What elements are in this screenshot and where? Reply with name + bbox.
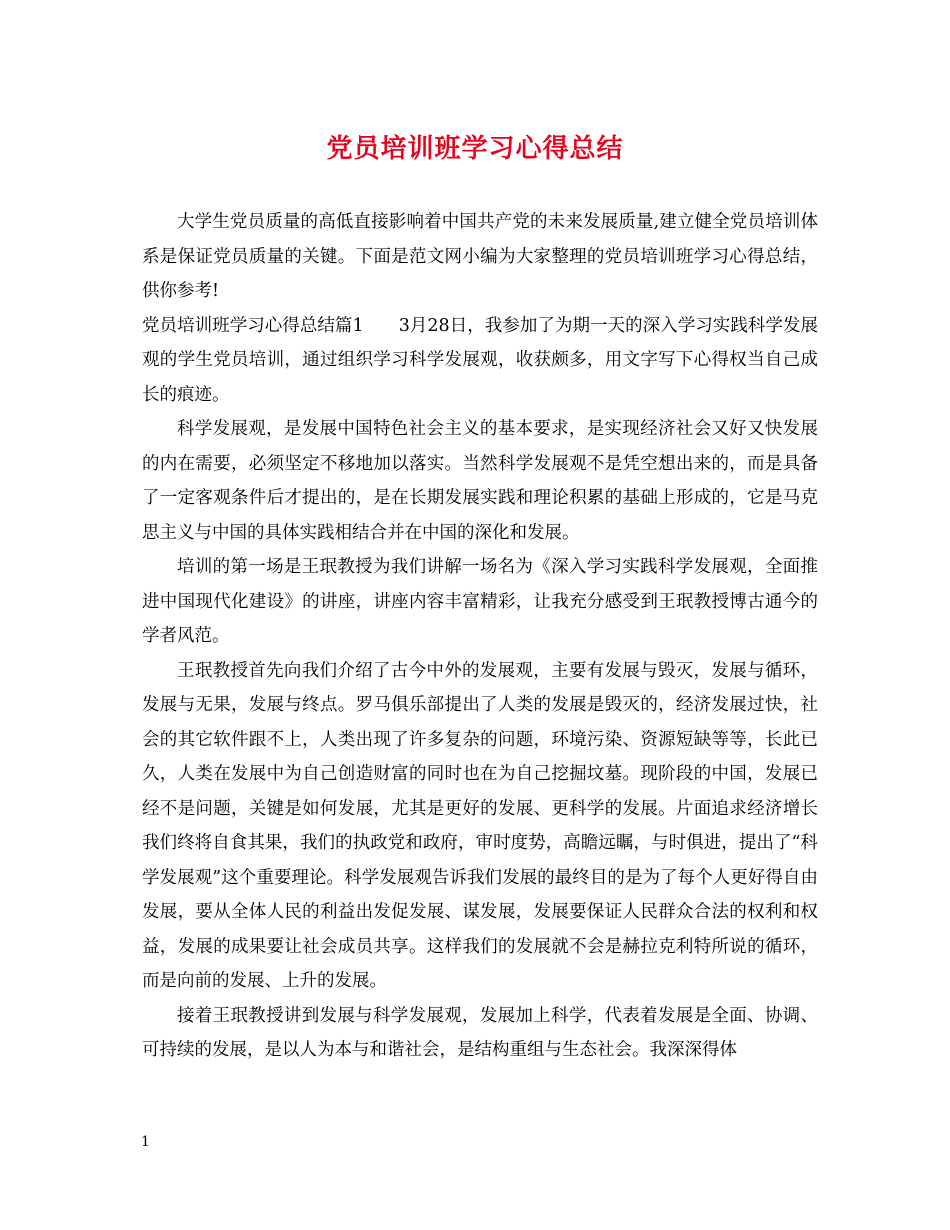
paragraph-body: 培训的第一场是王珉教授为我们讲解一场名为《深入学习实践科学发展观，全面推进中国现代化建设》的讲座，讲座内容丰富精彩，让我充分感受到王珉教授博古通今的学者风范。 (142, 557, 818, 646)
document-title: 党员培训班学习心得总结 (326, 134, 624, 164)
page-number: 1 (141, 1134, 150, 1150)
paragraph-intro: 大学生党员质量的高低直接影响着中国共产党的未来发展质量,建立健全党员培训体系是保证党员质量的关键。下面是范文网小编为大家整理的党员培训班学习心得总结，供你参考! (142, 212, 818, 301)
paragraph-body: 接着王珉教授讲到发展与科学发展观，发展加上科学，代表着发展是全面、协调、可持续的发展，是以人为本与和谐社会，是结构重组与生态社会。我深深得体 (142, 1005, 818, 1060)
paragraph-body: 王珉教授首先向我们介绍了古今中外的发展观，主要有发展与毁灭，发展与循环，发展与无果，发展与终点。罗马俱乐部提出了人类的发展是毁灭的，经济发展过快，社会的其它软件跟不上，人类出现了许多复杂的问题，环境污染、资源短缺等等，长此已久，人类在发展中为自己创造财富的同时也在为自己挖掘坟墓。现阶段的中国，发展已经不是问题，关键是如何发展，尤其是更好的发展、更科学的发展。片面追求经济增长我们终将自食其果，我们的执政党和政府，审时度势，高瞻远瞩，与时俱进，提出了“科学发展观”这个重要理论。科学发展观告诉我们发展的最终目的是为了每个人更好得自由发展，要从全体人民的利益出发促发展、谋发展，发展要保证人民群众合法的权利和权益，发展的成果要让社会成员共享。这样我们的发展就不会是赫拉克利特所说的循环，而是向前的发展、上升的发展。 (142, 660, 818, 991)
document-body (142, 205, 818, 1068)
paragraph-body: 科学发展观，是发展中国特色社会主义的基本要求，是实现经济社会又好又快发展的内在需要，必须坚定不移地加以落实。当然科学发展观不是凭空想出来的，而是具备了一定客观条件后才提出的，是在长期发展实践和理论积累的基础上形成的，它是马克思主义与中国的具体实践相结合并在中国的深化和发展。 (142, 419, 818, 543)
paragraph-article-heading: 党员培训班学习心得总结篇1 3月28日，我参加了为期一天的深入学习实践科学发展观的学生党员培训，通过组织学习科学发展观，收获颇多，用文字写下心得权当自己成长的痕迹。 (142, 315, 818, 405)
